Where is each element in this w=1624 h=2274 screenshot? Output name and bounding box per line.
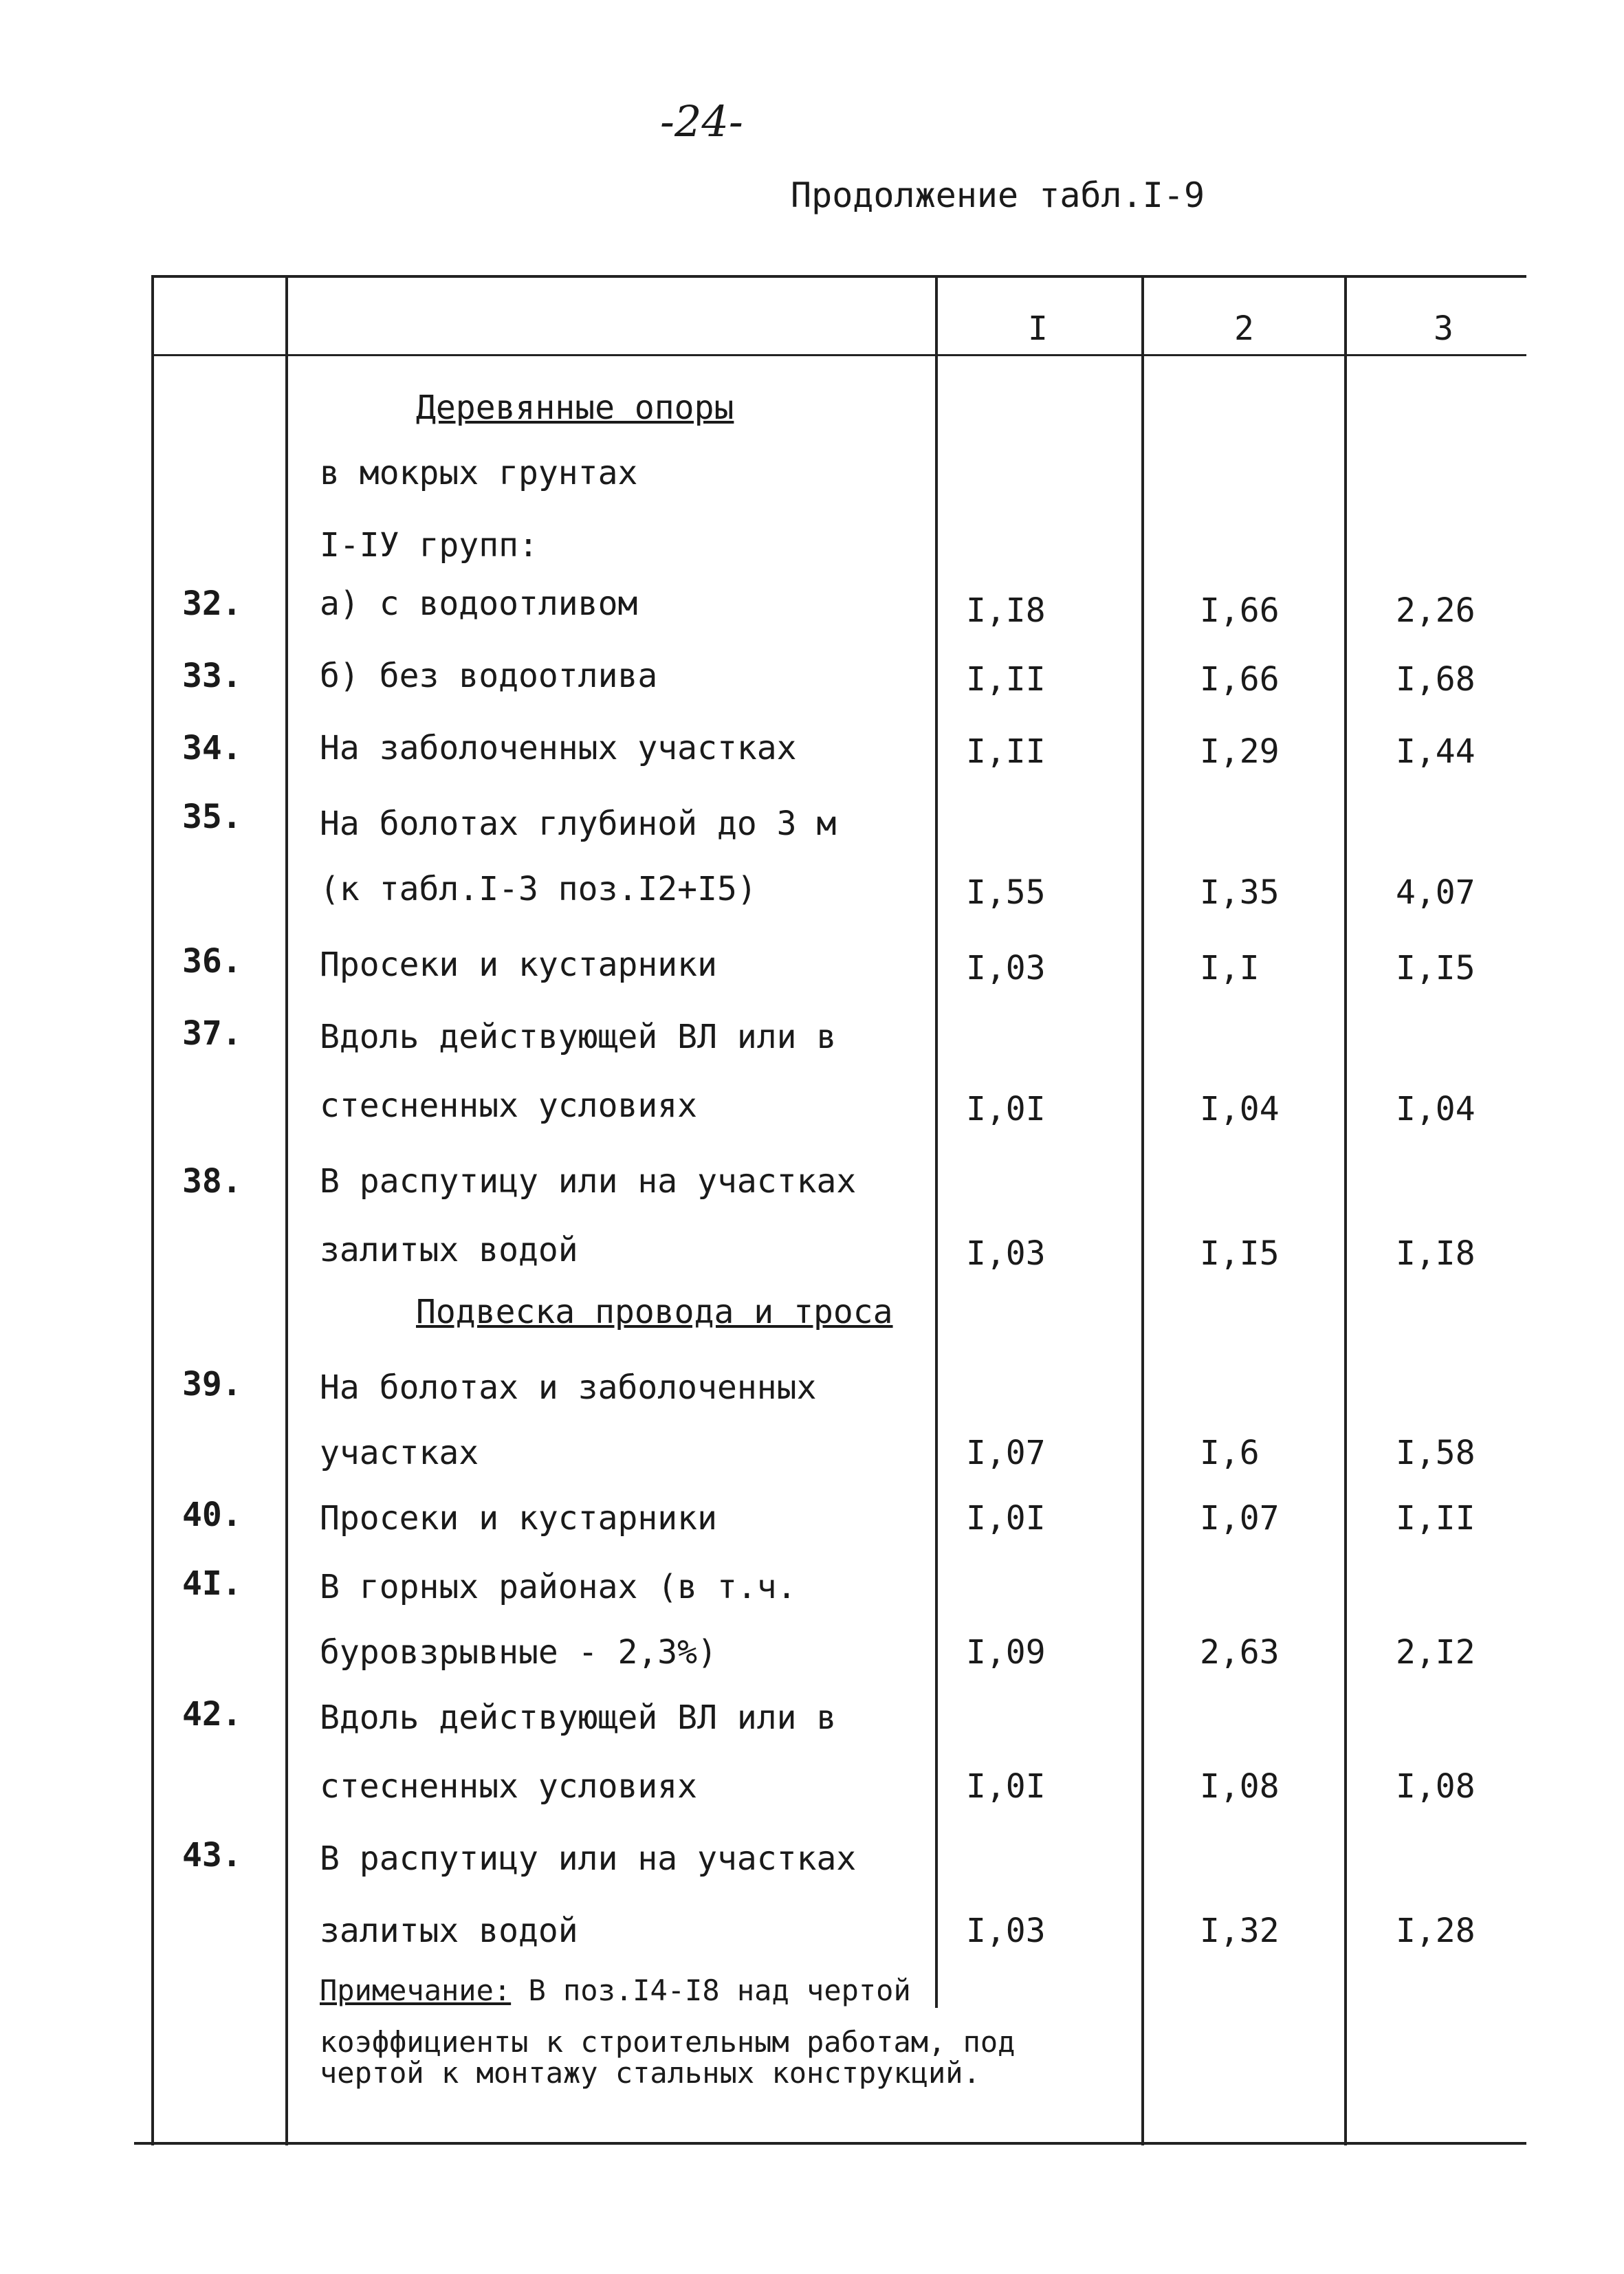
table-caption: Продолжение табл.I-9 xyxy=(791,175,1205,215)
cell-col2: I,I xyxy=(1200,949,1260,987)
row-text: В распутицу или на участках xyxy=(320,1162,857,1201)
row-number: 40. xyxy=(182,1496,242,1534)
cell-col3: I,68 xyxy=(1396,660,1475,699)
cell-col1: I,03 xyxy=(966,1234,1046,1273)
row-number: 42. xyxy=(182,1695,242,1734)
row-number: 39. xyxy=(182,1365,242,1403)
cell-col2: I,32 xyxy=(1200,1912,1280,1950)
row-text: На заболоченных участках xyxy=(320,729,797,767)
column-header-1: I xyxy=(1028,309,1048,348)
cell-col2: I,66 xyxy=(1200,660,1280,699)
row-text: На болотах и заболоченных xyxy=(320,1368,817,1407)
cell-col3: I,44 xyxy=(1396,732,1475,771)
cell-col1: I,55 xyxy=(966,873,1046,912)
row-number: 36. xyxy=(182,942,242,981)
cell-col2: I,66 xyxy=(1200,591,1280,630)
cell-col1: I,03 xyxy=(966,1912,1046,1950)
row-text-continued: буровзрывные - 2,3%) xyxy=(320,1633,717,1672)
cell-col1: I,I8 xyxy=(966,591,1046,630)
row-text: Просеки и кустарники xyxy=(320,1499,717,1538)
row-number: 32. xyxy=(182,584,242,623)
row-text: Вдоль действующей ВЛ или в xyxy=(320,1698,837,1737)
cell-col3: I,08 xyxy=(1396,1767,1475,1806)
footnote-line1: В поз.I4-I8 над чертой xyxy=(528,1974,911,2007)
cell-col3: 2,26 xyxy=(1396,591,1475,630)
row-text-continued: участках xyxy=(320,1434,479,1472)
section-heading-wooden: Деревянные опоры xyxy=(416,389,734,427)
cell-col2: 2,63 xyxy=(1200,1633,1280,1672)
cell-col2: I,35 xyxy=(1200,873,1280,912)
column-header-3: 3 xyxy=(1434,309,1453,348)
row-number: 37. xyxy=(182,1014,242,1053)
row-text: На болотах глубиной до 3 м xyxy=(320,805,837,843)
row-number: 38. xyxy=(182,1162,242,1201)
cell-col3: 2,I2 xyxy=(1396,1633,1475,1672)
subheading-wet-soil: в мокрых грунтах xyxy=(320,454,638,492)
row-text-continued: (к табл.I-3 поз.I2+I5) xyxy=(320,870,757,908)
row-text-continued: залитых водой xyxy=(320,1231,578,1269)
cell-col1: I,0I xyxy=(966,1499,1046,1538)
cell-col3: I,I5 xyxy=(1396,949,1475,987)
section-heading-suspension: Подвеска провода и троса xyxy=(416,1293,893,1331)
row-text-continued: стесненных условиях xyxy=(320,1767,698,1806)
row-number: 34. xyxy=(182,729,242,767)
footnote-line2: коэффициенты к строительным работам, под xyxy=(320,2025,1016,2059)
row-text: Просеки и кустарники xyxy=(320,945,717,984)
cell-col2: I,08 xyxy=(1200,1767,1280,1806)
row-text: б) без водоотлива xyxy=(320,657,658,695)
row-text: Вдоль действующей ВЛ или в xyxy=(320,1018,837,1056)
cell-col2: I,04 xyxy=(1200,1090,1280,1128)
row-text-continued: стесненных условиях xyxy=(320,1086,698,1125)
row-text: а) с водоотливом xyxy=(320,584,638,623)
cell-col1: I,II xyxy=(966,660,1046,699)
subheading-groups: I-IУ групп: xyxy=(320,526,538,565)
row-number: 43. xyxy=(182,1836,242,1874)
cell-col2: I,07 xyxy=(1200,1499,1280,1538)
cell-col3: I,I8 xyxy=(1396,1234,1475,1273)
footnote-line3: чертой к монтажу стальных конструкций. xyxy=(320,2056,980,2090)
cell-col1: I,0I xyxy=(966,1090,1046,1128)
page-number: -24- xyxy=(660,96,743,146)
cell-col1: I,0I xyxy=(966,1767,1046,1806)
cell-col3: 4,07 xyxy=(1396,873,1475,912)
row-text: В горных районах (в т.ч. xyxy=(320,1568,797,1606)
cell-col3: I,II xyxy=(1396,1499,1475,1538)
footnote-label: Примечание: xyxy=(320,1974,512,2007)
row-number: 33. xyxy=(182,657,242,695)
cell-col3: I,28 xyxy=(1396,1912,1475,1950)
cell-col3: I,58 xyxy=(1396,1434,1475,1472)
row-number: 4I. xyxy=(182,1564,242,1603)
cell-col1: I,09 xyxy=(966,1633,1046,1672)
row-number: 35. xyxy=(182,798,242,836)
cell-col2: I,29 xyxy=(1200,732,1280,771)
row-text-continued: залитых водой xyxy=(320,1912,578,1950)
cell-col1: I,II xyxy=(966,732,1046,771)
cell-col2: I,I5 xyxy=(1200,1234,1280,1273)
cell-col1: I,07 xyxy=(966,1434,1046,1472)
cell-col3: I,04 xyxy=(1396,1090,1475,1128)
cell-col2: I,6 xyxy=(1200,1434,1260,1472)
cell-col1: I,03 xyxy=(966,949,1046,987)
column-header-2: 2 xyxy=(1234,309,1254,348)
row-text: В распутицу или на участках xyxy=(320,1839,857,1878)
